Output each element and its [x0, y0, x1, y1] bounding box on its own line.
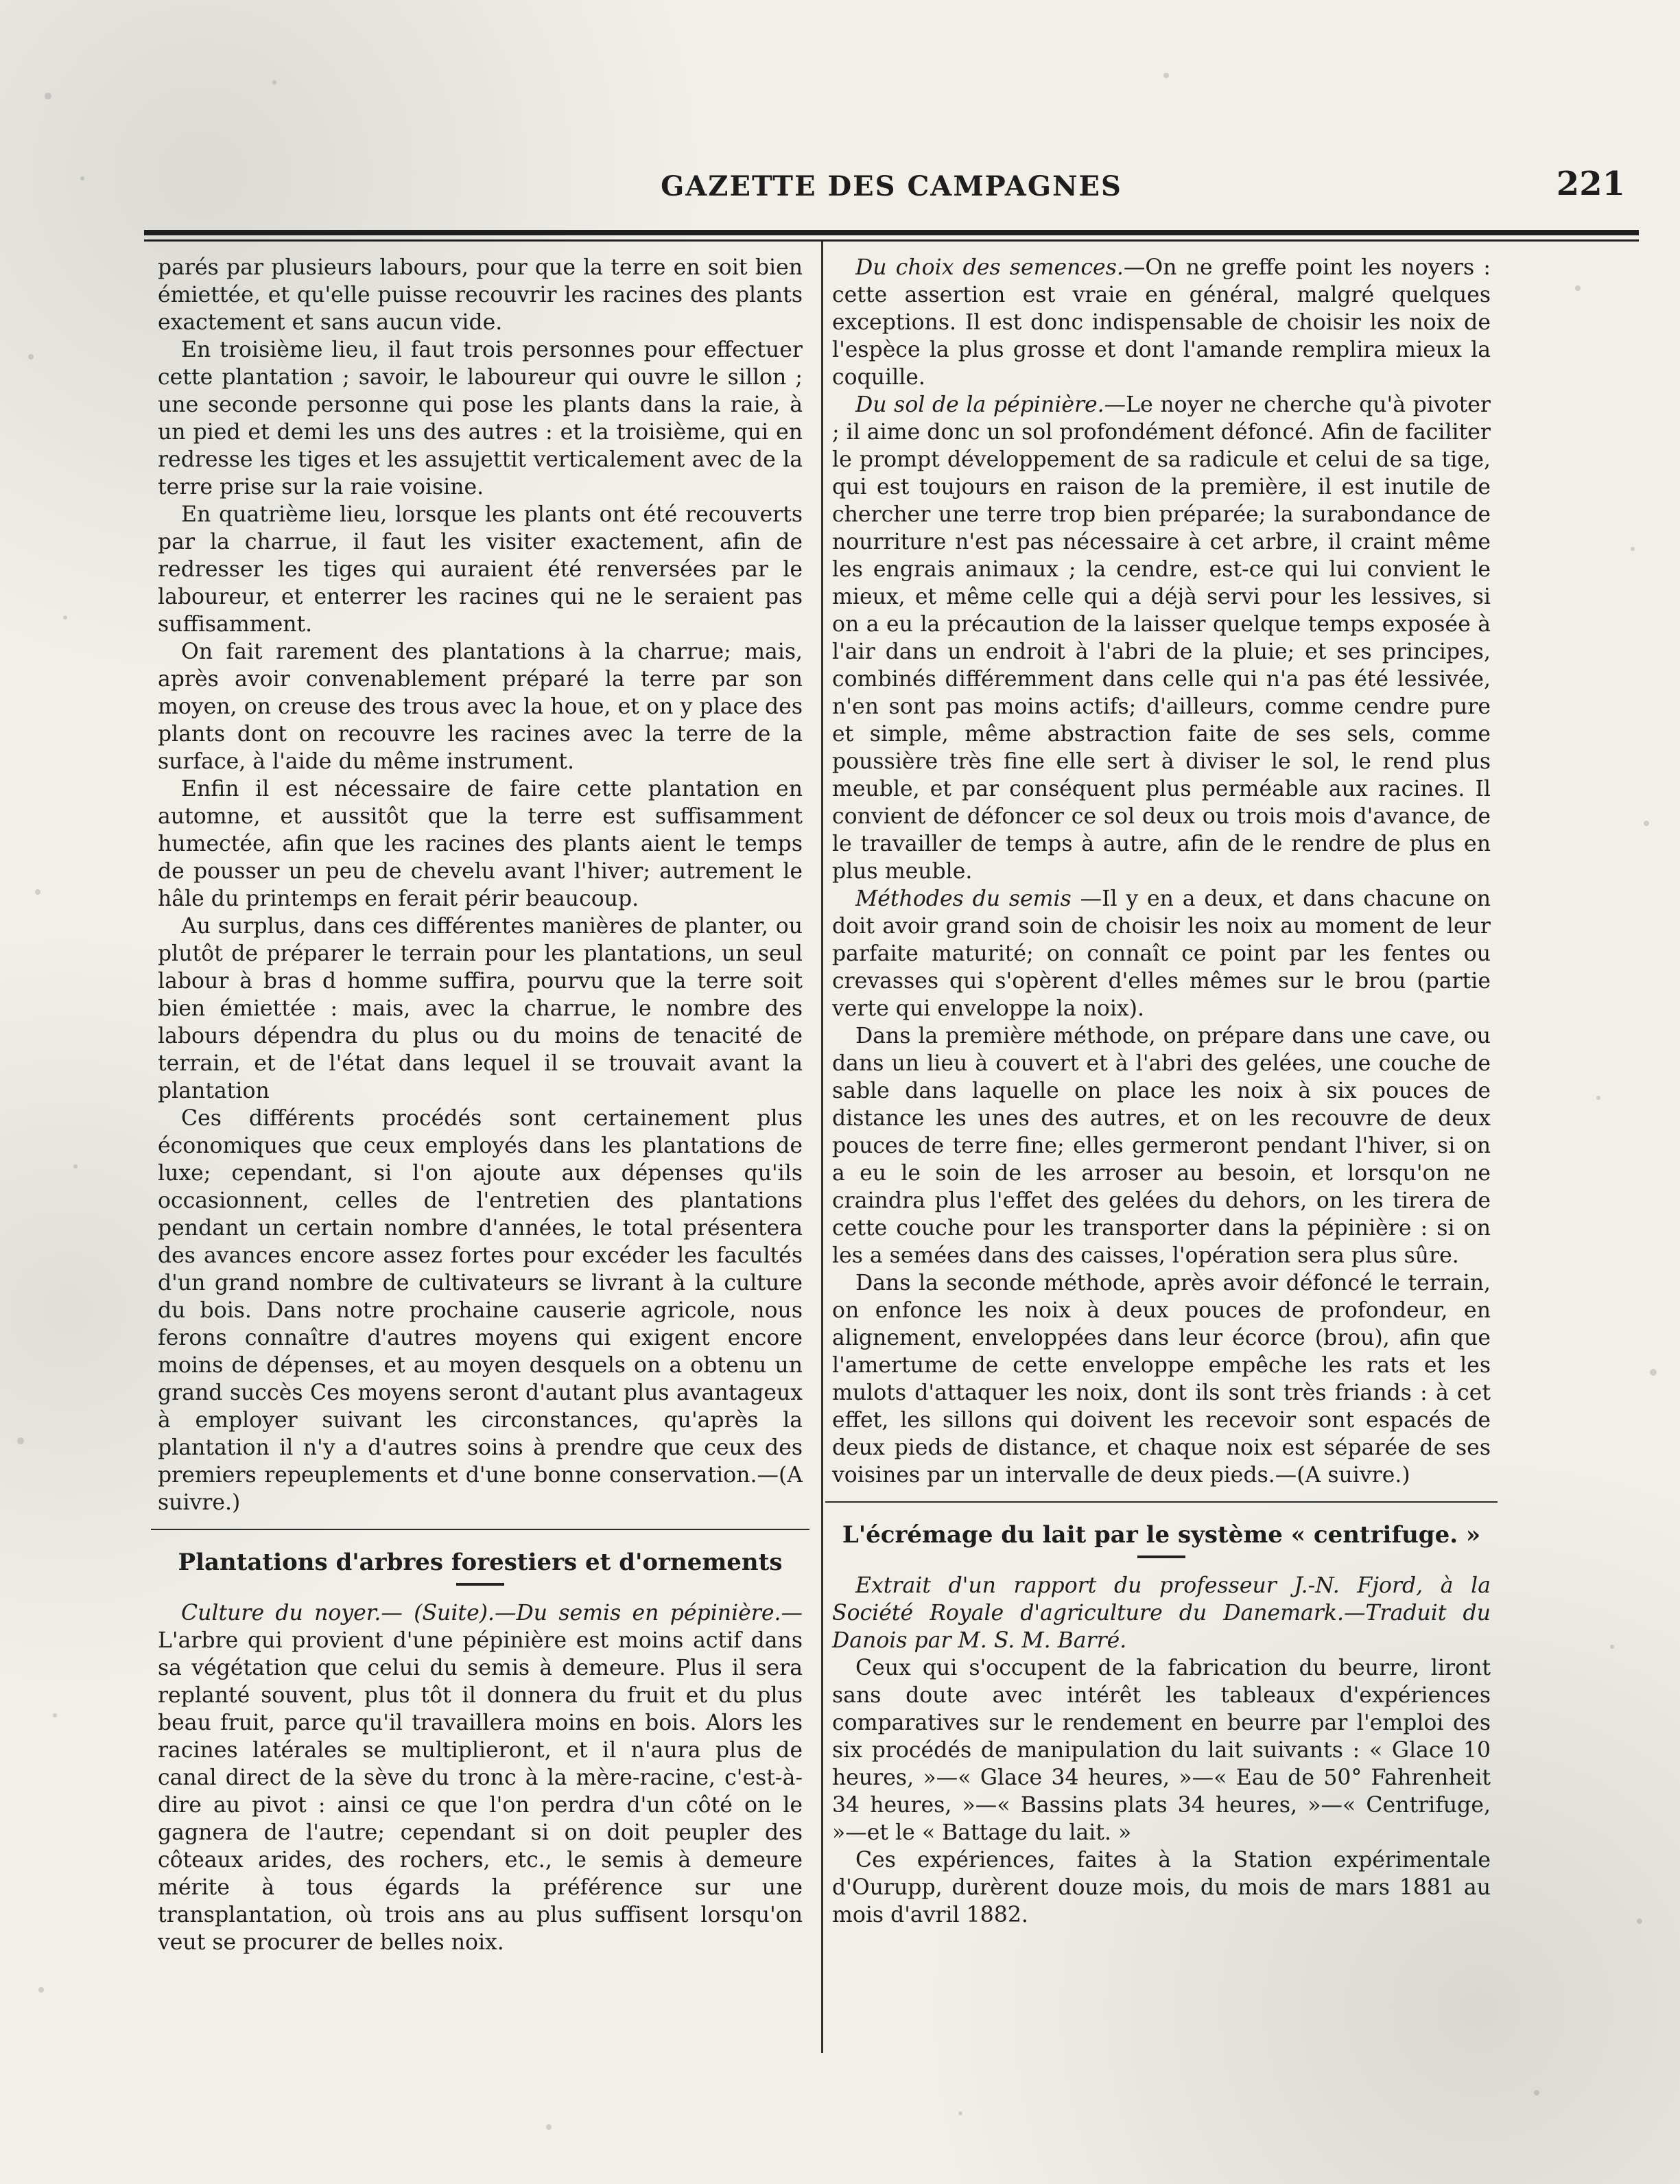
- title-underline: [1137, 1555, 1185, 1558]
- right-paragraph: [832, 1022, 1491, 1269]
- paragraph-text: Dans la première méthode, on prépare dans une cave, ou dans un lieu à couvert et à l'abri des gelées, une couche de sable dans laquelle on place les noix à six pouces de distance les unes des autres, et on les recouvre de deux pouces de terre fine; elles germeront pendant l'hiver, si on a eu le soin de les arroser au besoin, et lorsqu'on ne craindra plus l'effet des gelées du dehors, on les tirera de cette couche pour les transporter dans la pépinière : si on les a semées dans des caisses, l'opération sera plus sûre.: [832, 1024, 1491, 1268]
- closing-paragraph: Ces expériences, faites à la Station expérimentale d'Ourupp, durèrent douze mois, du mois de mars 1881 au mois d'avril 1882.: [832, 1848, 1491, 1928]
- paragraph-lead: Méthodes du semis —: [855, 886, 1102, 911]
- header-rule-thin: [144, 239, 1639, 242]
- section-title-ecremage: L'écrémage du lait par le système « centrifuge. »: [842, 1521, 1481, 1549]
- left-paragraph: En quatrième lieu, lorsque les plants ont été recouverts par la charrue, il faut les visiter exactement, afin de redresser les tiges qui auraient été renversées par le laboureur, et enterrer les racines qui ne le seraient pas suffisamment.: [158, 502, 803, 637]
- column-separator: [821, 242, 823, 2053]
- paragraph-text: Dans la seconde méthode, après avoir défoncé le terrain, on enfonce les noix à deux pouces de profondeur, en alignement, enveloppées dans leur écorce (brou), afin que l'amertume de cette enveloppe empêche les rats et les mulots d'attaquer les noix, dont ils sont très friands : à cet effet, les sillons qui doivent les recevoir sont espacés de deux pieds de distance, et chaque noix est séparée de ses voisines par un intervalle de deux pieds.—(A suivre.): [832, 1271, 1491, 1488]
- title-underline: [456, 1583, 504, 1586]
- right-paragraph: [832, 391, 1491, 885]
- left-paragraph: Au surplus, dans ces différentes manières de planter, ou plutôt de préparer le terrain pour les plantations, un seul labour à bras d homme suffira, pourvu que la terre soit bien émiettée : mais, avec la charrue, le nombre des labours dépendra du plus ou du moins de tenacité de terrain, et de l'état dans lequel il se trouvait avant la plantation: [158, 914, 803, 1103]
- culture-lead: Culture du noyer.— (Suite).—Du semis en pépinière.—: [181, 1601, 803, 1626]
- right-paragraph: [832, 1269, 1491, 1489]
- section-divider: [151, 1529, 809, 1530]
- right-paragraph: [832, 885, 1491, 1022]
- paragraph-text: Il y en a deux, et dans chacune on doit avoir grand soin de choisir les noix au moment de leur parfaite maturité; on connaît ce point par les fentes ou crevasses qui s'opèrent d'elles mêmes sur le brou (partie verte qui enveloppe la noix).: [832, 886, 1491, 1021]
- page-header: [144, 165, 1639, 213]
- left-paragraph: parés par plusieurs labours, pour que la terre en soit bien émiettée, et qu'elle puisse recouvrir les racines des plants exactement et sans aucun vide.: [158, 255, 803, 335]
- paragraph-text: Le noyer ne cherche qu'à pivoter ; il aime donc un sol profondément défoncé. Afin de faciliter le prompt développement de sa radicule et celui de sa tige, qui est toujours en raison de la première, il est inutile de chercher une terre trop bien préparée; la surabondance de nourriture n'est pas nécessaire à cet arbre, il craint même les engrais animaux ; la cendre, est-ce qui lui convient le mieux, et même celle qui a déjà servi pour les lessives, si on a eu la précaution de la laisser quelque temps exposée à l'air dans un endroit à l'abri de la pluie; et ses principes, combinés différemment dans celle qui n'a pas été lessivée, n'en sont pas moins actifs; d'ailleurs, comme cendre pure et simple, même abstraction faite de ses sels, comme poussière très fine elle sert à diviser le sol, le rend plus meuble, et par conséquent plus perméable aux racines. Il convient de défoncer ce sol deux ou trois mois d'avance, de le travailler de temps à autre, afin de le rendre de plus en plus meuble.: [832, 392, 1491, 884]
- right-column: [832, 254, 1491, 1929]
- culture-text: L'arbre qui provient d'une pépinière est moins actif dans sa végétation que celui du semis à demeure. Plus il sera replanté souvent, plus tôt il donnera du fruit et du plus beau fruit, parce qu'il travaillera moins en bois. Alors les racines latérales se multiplieront, et il n'aura plus de canal direct de la sève du tronc à la mère-racine, c'est-à-dire au pivot : ainsi ce que l'on perdra d'un côté on le gagnera de l'autre; cependant si on doit peupler des côteaux arides, des rochers, etc., le semis à demeure mérite à tous égards la préférence sur une transplantation, où trois ans au plus suffisent lorsqu'on veut se procurer de belles noix.: [158, 1628, 803, 1956]
- left-paragraph: Enfin il est nécessaire de faire cette plantation en automne, et aussitôt que la terre est suffisamment humectée, afin que les racines des plants aient le temps de pousser un peu de chevelu avant l'hiver; autrement le hâle du printemps en ferait périr beaucoup.: [158, 777, 803, 911]
- article-excerpt: Extrait d'un rapport du professeur J.-N. Fjord, à la Société Royale d'agriculture du Danemark.—Traduit du Danois par M. S. M. Barré.: [832, 1573, 1491, 1654]
- left-paragraph: En troisième lieu, il faut trois personnes pour effectuer cette plantation ; savoir, le laboureur qui ouvre le sillon ; une seconde personne qui pose les plants dans la raie, à un pied et demi les uns des autres : et la troisième, qui en redresse les tiges et les assujettit verticalement avec de la terre prise sur la raie voisine.: [158, 338, 803, 500]
- paragraph-lead: Du sol de la pépinière.—: [855, 392, 1126, 417]
- right-paragraph: [832, 254, 1491, 391]
- closing-paragraph: Ceux qui s'occupent de la fabrication du beurre, liront sans doute avec intérêt les tableaux d'expériences comparatives sur le rendement en beurre par l'emploi des six procédés de manipulation du lait suivants : « Glace 10 heures, »—« Glace 34 heures, »—« Eau de 50° Fahrenheit 34 heures, »—« Bassins plats 34 heures, »—« Centrifuge, »—et le « Battage du lait. »: [832, 1656, 1491, 1846]
- section-title-plantations: Plantations d'arbres forestiers et d'ornements: [178, 1549, 783, 1576]
- section-divider: [825, 1501, 1498, 1503]
- culture-paragraph: [158, 1599, 803, 1956]
- page-number: 221: [1556, 165, 1625, 203]
- running-title: GAZETTE DES CAMPAGNES: [661, 170, 1122, 202]
- paragraph-text: On ne greffe point les noyers : cette assertion est vraie en général, malgré quelques exceptions. Il est donc indispensable de choisir les noix de l'espèce la plus grosse et dont l'amande remplira mieux la coquille.: [832, 255, 1491, 390]
- paragraph-lead: Du choix des semences.—: [855, 255, 1146, 280]
- left-column: [158, 254, 803, 1956]
- header-rule-thick: [144, 230, 1639, 235]
- left-paragraph: Ces différents procédés sont certainement plus économiques que ceux employés dans les plantations de luxe; cependant, si l'on ajoute aux dépenses qu'ils occasionnent, celles de l'entretien des plantations pendant un certain nombre d'années, le total présentera des avances encore assez fortes pour excéder les facultés d'un grand nombre de cultivateurs se livrant à la culture du bois. Dans notre prochaine causerie agricole, nous ferons connaître d'autres moyens qui exigent encore moins de dépenses, et au moyen desquels on a obtenu un grand succès Ces moyens seront d'autant plus avantageux à employer suivant les circonstances, qu'après la plantation il n'y a d'autres soins à prendre que ceux des premiers repeuplements et d'une bonne conservation.—(A suivre.): [158, 1106, 803, 1515]
- left-paragraph: On fait rarement des plantations à la charrue; mais, après avoir convenablement préparé la terre par son moyen, on creuse des trous avec la houe, et on y place des plants dont on recouvre les racines avec la terre de la surface, à l'aide du même instrument.: [158, 639, 803, 774]
